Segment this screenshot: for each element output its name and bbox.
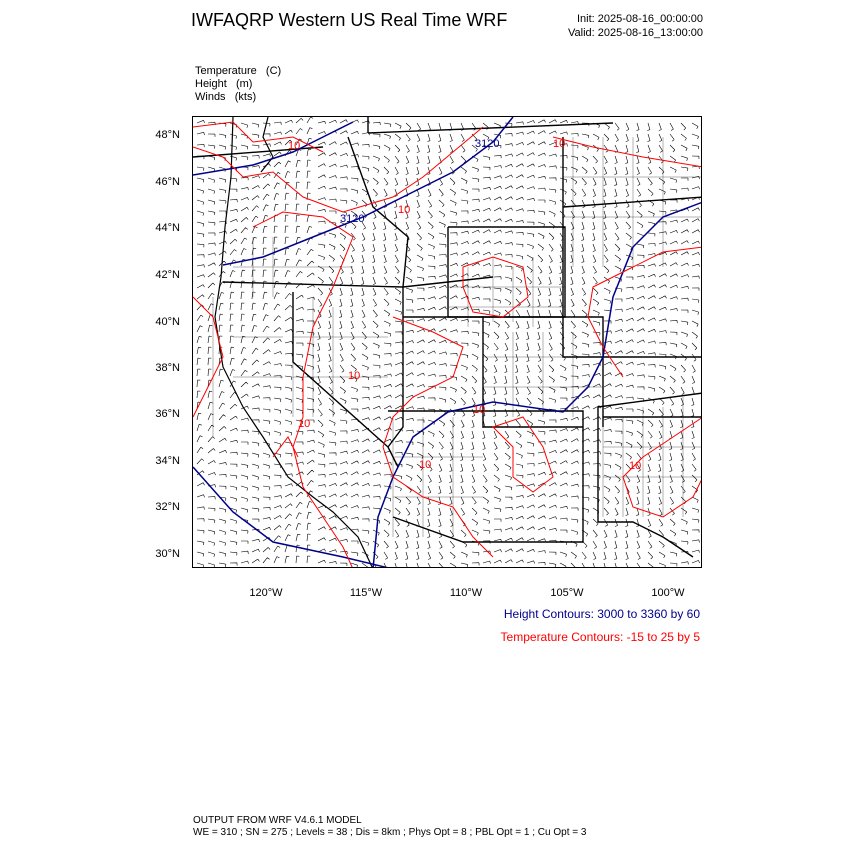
- lon-label-110w: 110°W: [449, 587, 483, 599]
- temperature-contours: [193, 122, 702, 568]
- wind-barbs-layer: [197, 117, 700, 568]
- height-contour-label: 3120: [475, 138, 500, 150]
- temperature-contour-legend: Temperature Contours: -15 to 25 by 5: [500, 630, 700, 644]
- height-unit-label: Height (m): [195, 78, 253, 90]
- model-config-label: WE = 310 ; SN = 275 ; Levels = 38 ; Dis = 8km ; Phys Opt = 8 ; PBL Opt = 1 ; Cu Opt = 3: [193, 827, 587, 838]
- county-boundaries: [213, 137, 702, 537]
- lat-label-48n: 48°N: [155, 129, 180, 141]
- lat-label-38n: 38°N: [155, 362, 180, 374]
- height-contours: [193, 117, 702, 568]
- temperature-unit-label: Temperature (C): [195, 65, 282, 77]
- temperature-contour-label: 10: [398, 204, 411, 216]
- temperature-contour-label: 10: [288, 140, 301, 152]
- init-time: Init: 2025-08-16_00:00:00: [577, 13, 703, 25]
- temperature-contour-label: 10: [419, 459, 432, 471]
- lat-label-30n: 30°N: [155, 548, 180, 560]
- winds-unit-label: Winds (kts): [195, 91, 257, 103]
- temperature-contour-label: 10: [298, 418, 311, 430]
- temperature-contour-label: 10: [473, 404, 486, 416]
- temperature-contour-label: 10: [553, 138, 566, 150]
- lat-label-46n: 46°N: [155, 176, 180, 188]
- lat-label-40n: 40°N: [155, 316, 180, 328]
- wind-barbs: [197, 117, 700, 568]
- lon-label-105w: 105°W: [550, 587, 584, 599]
- temperature-contour-label: 10: [629, 460, 642, 472]
- valid-time: Valid: 2025-08-16_13:00:00: [568, 27, 703, 39]
- lat-label-42n: 42°N: [155, 269, 180, 281]
- lon-label-115w: 115°W: [349, 587, 383, 599]
- map-panel: [192, 116, 702, 568]
- height-contour-label: 3120: [340, 213, 365, 225]
- lon-label-120w: 120°W: [249, 587, 283, 599]
- main-title: IWFAQRP Western US Real Time WRF: [191, 10, 508, 30]
- height-contour-legend: Height Contours: 3000 to 3360 by 60: [503, 607, 700, 621]
- lat-label-36n: 36°N: [155, 408, 180, 420]
- coastline: [215, 117, 373, 568]
- temperature-contour-label: 10: [348, 370, 361, 382]
- model-output-label: OUTPUT FROM WRF V4.6.1 MODEL: [193, 815, 362, 826]
- lat-label-32n: 32°N: [155, 501, 180, 513]
- contour-labels-layer: [288, 138, 641, 472]
- lat-label-34n: 34°N: [155, 455, 180, 467]
- lat-label-44n: 44°N: [155, 222, 180, 234]
- lon-label-100w: 100°W: [651, 587, 685, 599]
- weather-map: [193, 117, 702, 568]
